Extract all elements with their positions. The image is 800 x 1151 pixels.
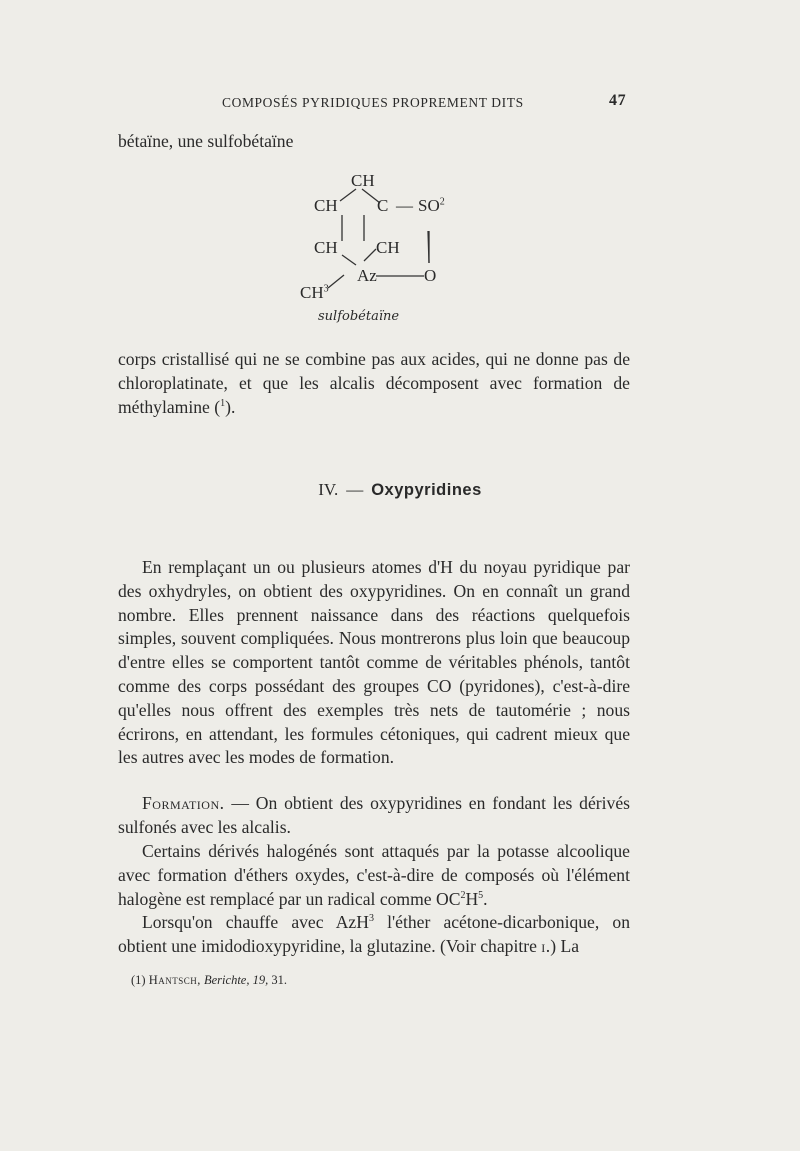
- running-title: COMPOSÉS PYRIDIQUES PROPREMENT DITS: [222, 95, 524, 110]
- glutazine-text-a: Lorsqu'on chauffe avec AzH: [142, 912, 369, 932]
- glutazine-text-c: .) La: [545, 935, 580, 956]
- paragraph-properties-text: corps cristallisé qui ne se combine pas aux acides, qui ne donne pas de chloroplatinate, et que les alcalis décomposent avec formation de méthylamine (: [118, 349, 630, 417]
- section-number: IV.: [318, 480, 339, 499]
- paragraph-oxypyridines: [118, 556, 630, 770]
- halogenated-text: Certains dérivés halogénés sont attaqués par la potasse alcoolique avec formation d'éthers oxydes, c'est-à-dire de composés où l'élément halogène est remplacé par un radical comme OC: [118, 841, 630, 909]
- paragraph-properties: [118, 348, 630, 419]
- footnote: [131, 973, 287, 988]
- ch3-superscript: 3: [323, 283, 329, 295]
- atom-top-ch: CH: [351, 171, 375, 190]
- atom-ch-upper-left: CH: [314, 196, 338, 215]
- paragraph-formation: [118, 792, 630, 840]
- section-heading: [0, 480, 800, 500]
- atom-ch3: [300, 283, 329, 303]
- bond-dash: —: [396, 196, 413, 215]
- so2-base: SO: [418, 196, 440, 215]
- intro-line: bétaïne, une sulfobétaïne: [118, 131, 294, 151]
- formula-caption: sulfobétaïne: [318, 309, 400, 324]
- halogenated-sup-1: 2: [460, 889, 466, 901]
- paragraph-glutazine: [118, 911, 630, 959]
- halogenated-end: .: [483, 888, 488, 909]
- section-title: Oxypyridines: [371, 481, 482, 499]
- formation-label: Formation.: [142, 793, 225, 813]
- ch3-base: CH: [300, 283, 324, 302]
- atom-ch-lower-left: CH: [314, 238, 338, 257]
- glutazine-sup: 3: [368, 913, 374, 925]
- atom-az: Az: [357, 266, 377, 285]
- so2-superscript: 2: [439, 196, 445, 208]
- atom-so2: [418, 196, 445, 216]
- footnote-ref: 1: [220, 397, 226, 409]
- section-dash: —: [346, 480, 364, 499]
- page-number: 47: [609, 92, 627, 109]
- halogenated-mid: H: [465, 888, 479, 909]
- halogenated-sup-2: 5: [478, 889, 484, 901]
- atom-c: C: [377, 196, 389, 215]
- paragraph-halogenated: [118, 840, 630, 911]
- glutazine-text-b: l'éther acétone-dicarbonique, on obtient une imidodioxypyridine, la glutazine. (Voir chapitre: [118, 912, 630, 956]
- paragraph-properties-end: ).: [225, 396, 236, 417]
- sulfobetaine-formula: [300, 165, 480, 325]
- footnote-marker: (1): [131, 973, 146, 987]
- footnote-volume: 19,: [252, 973, 269, 987]
- running-head: [0, 93, 800, 115]
- glutazine-roman: i: [541, 935, 546, 956]
- formation-text: — On obtient des oxypyridines en fondant les dérivés sulfonés avec les alcalis.: [118, 793, 630, 837]
- footnote-page: 31.: [271, 973, 287, 987]
- footnote-journal: Berichte,: [204, 973, 250, 987]
- atom-ch-lower-right: CH: [376, 238, 400, 257]
- footnote-author: Hantsch,: [148, 973, 201, 987]
- atom-o: O: [424, 266, 437, 285]
- paragraph-oxypyridines-text: En remplaçant un ou plusieurs atomes d'H du noyau pyridique par des oxhydryles, on obtient des oxypyridines. On en connaît un grand nombre. Elles prennent naissance dans des réactions quelquefois simples, souvent compliquées. Nous montrerons plus loin que beaucoup d'entre elles se comportent tantôt comme de véritables phénols, tantôt comme des corps possédant des groupes CO (pyridones), c'est-à-dire qu'elles nous offrent des exemples très nets de tautomérie ; nous écrirons, en attendant, les formules cétoniques, qui cadrent mieux que les autres avec les modes de formation.: [118, 557, 630, 768]
